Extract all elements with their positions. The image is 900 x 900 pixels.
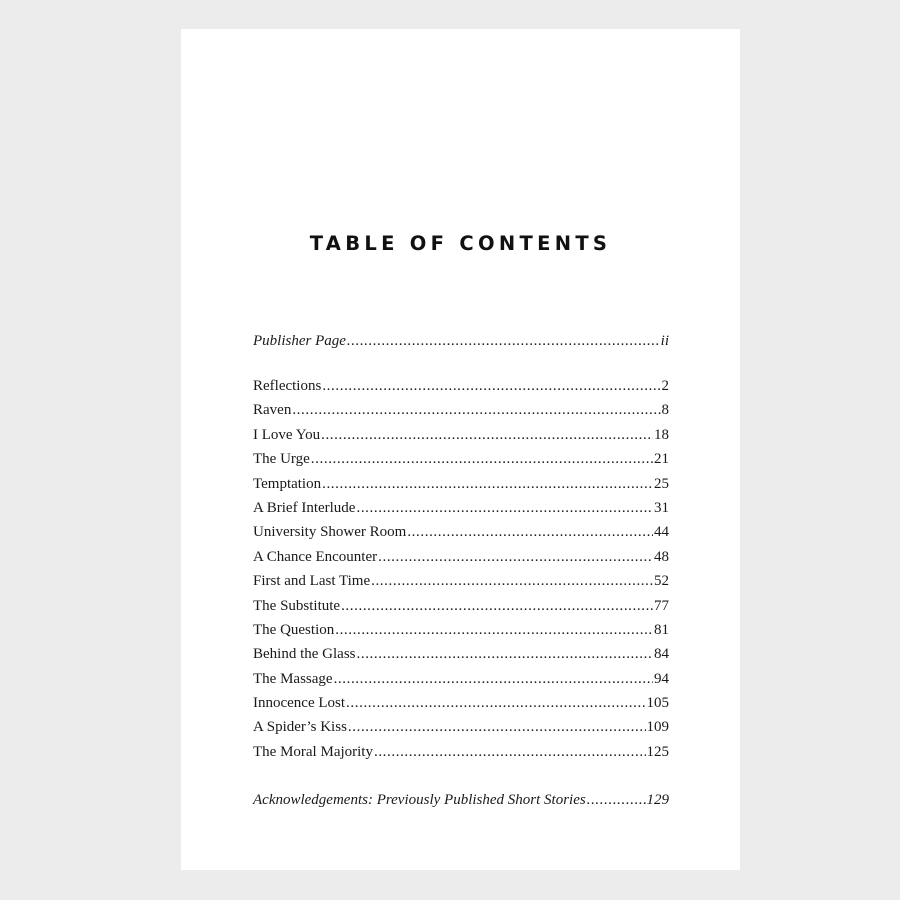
toc-entry <box>253 594 669 618</box>
toc-entry <box>253 642 669 666</box>
toc-entry-page: 125 <box>646 743 669 760</box>
toc-entry-label: The Question <box>253 621 335 638</box>
toc-entry <box>253 691 669 715</box>
toc-entry-page: 31 <box>654 499 669 516</box>
toc-entry-label: A Spider’s Kiss <box>253 719 347 736</box>
toc-entry-label: A Brief Interlude <box>253 499 356 516</box>
toc-entry <box>253 618 669 642</box>
toc-entry <box>253 788 669 812</box>
toc-entry-page: 44 <box>654 524 669 541</box>
toc-entry-label: Innocence Lost <box>253 695 346 712</box>
toc-entry-page: 48 <box>654 548 669 565</box>
toc-entry <box>253 545 669 569</box>
toc-entry-label: Temptation <box>253 475 322 492</box>
toc-entry <box>253 715 669 739</box>
page-title: TABLE OF CONTENTS <box>309 232 612 255</box>
toc-entry <box>253 447 669 471</box>
toc-entry <box>253 667 669 691</box>
toc-entry <box>253 569 669 593</box>
toc-leader-dots <box>334 667 653 691</box>
toc-entry-label: Acknowledgements: Previously Published Short Stories <box>253 792 586 808</box>
toc-entry-label: A Chance Encounter <box>253 548 378 565</box>
toc-entry-page: 105 <box>646 695 669 712</box>
toc-leader-dots <box>357 642 654 666</box>
toc-entry-page: 109 <box>646 719 669 736</box>
toc-entry-label: Publisher Page <box>253 333 346 349</box>
toc-entry-label: Raven <box>253 402 292 419</box>
toc-entry-label: I Love You <box>253 426 321 443</box>
toc-entry-label: The Urge <box>253 451 310 468</box>
toc-entry-label: Reflections <box>253 378 322 394</box>
toc-entry-label: The Substitute <box>253 597 341 614</box>
toc-leader-dots <box>347 329 660 353</box>
toc-list <box>253 374 669 764</box>
toc-entry-page: 18 <box>654 426 669 443</box>
toc-front-matter <box>253 329 669 353</box>
toc-leader-dots <box>587 788 646 812</box>
toc-entry-page: 84 <box>654 646 669 663</box>
book-page <box>181 29 740 870</box>
toc-leader-dots <box>407 520 653 544</box>
toc-entry-page: 8 <box>661 402 669 419</box>
toc-leader-dots <box>322 472 653 496</box>
toc-back-matter <box>253 788 669 812</box>
toc-entry-page: 25 <box>654 475 669 492</box>
toc-entry-label: The Massage <box>253 670 333 687</box>
toc-leader-dots <box>371 569 653 593</box>
toc-entry-label: University Shower Room <box>253 524 407 541</box>
toc-entry <box>253 329 669 353</box>
toc-entry-page: 129 <box>646 792 669 808</box>
toc-entry-page: 2 <box>661 378 669 394</box>
toc-entry <box>253 423 669 447</box>
toc-entry-page: 94 <box>654 670 669 687</box>
toc-entry-label: The Moral Majority <box>253 743 373 760</box>
toc-leader-dots <box>378 545 653 569</box>
toc-entry <box>253 496 669 520</box>
toc-entry-page: ii <box>660 333 669 349</box>
toc-entry-page: 52 <box>654 573 669 590</box>
toc-leader-dots <box>311 447 653 471</box>
toc-entry <box>253 374 669 398</box>
toc-entry-page: 77 <box>654 597 669 614</box>
toc-entry <box>253 398 669 422</box>
toc-leader-dots <box>321 423 653 447</box>
toc-leader-dots <box>348 715 646 739</box>
toc-entry-page: 21 <box>654 451 669 468</box>
toc-leader-dots <box>335 618 653 642</box>
toc-leader-dots <box>341 594 653 618</box>
toc-leader-dots <box>292 398 660 422</box>
toc-entry-label: Behind the Glass <box>253 646 356 663</box>
toc-leader-dots <box>346 691 645 715</box>
toc-leader-dots <box>356 496 653 520</box>
toc-entry <box>253 472 669 496</box>
toc-leader-dots <box>374 740 646 764</box>
toc-entry <box>253 740 669 764</box>
toc-entry-page: 81 <box>654 621 669 638</box>
toc-leader-dots <box>322 374 660 398</box>
toc-entry <box>253 520 669 544</box>
toc-entry-label: First and Last Time <box>253 573 371 590</box>
